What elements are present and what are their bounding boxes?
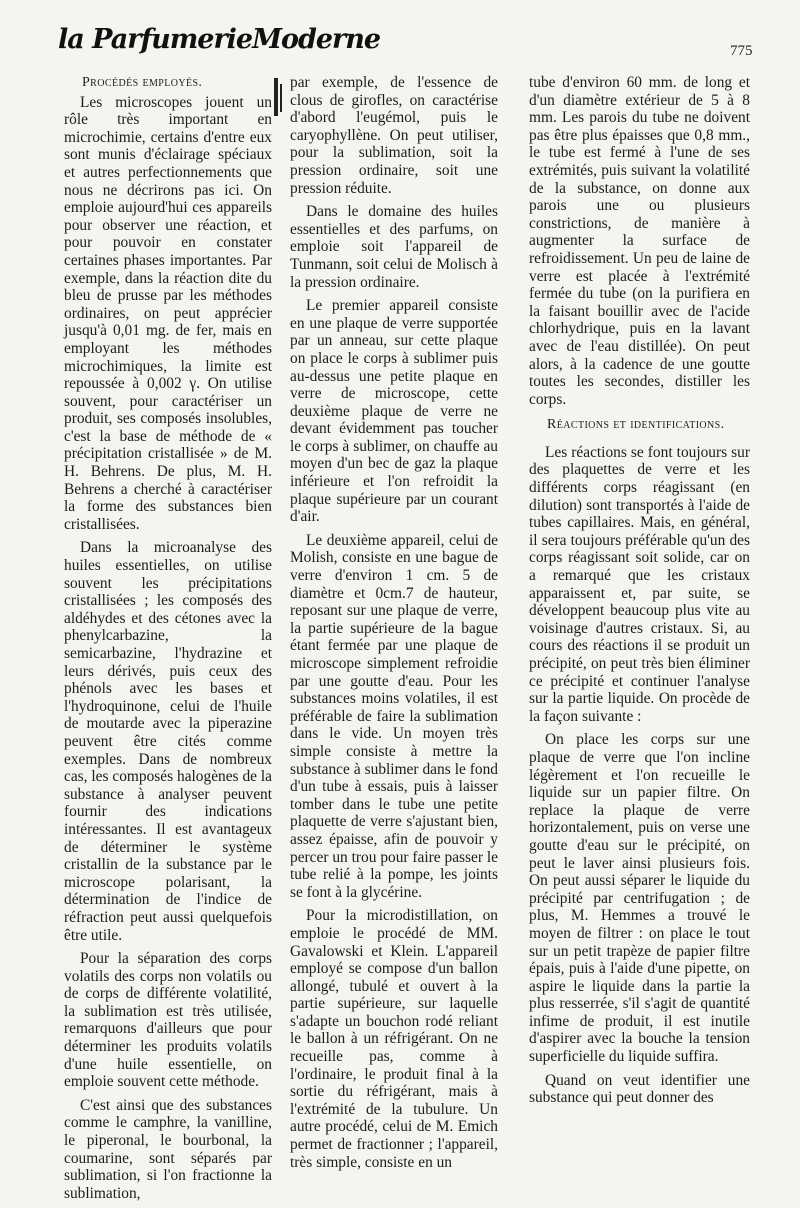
- paragraph-continuation: par exemple, de l'essence de clous de girofles, on caractérise d'abord l'eugémol, puis le caryophyllène. On peut utiliser, pour la sublimation, soit la pression ordinaire, soit une pression réduite.: [290, 74, 498, 197]
- section-heading-reactions: Réactions et identifications.: [547, 417, 725, 433]
- paragraph: Pour la microdistillation, on emploie le procédé de MM. Gavalowski et Klein. L'appareil employé se compose d'un ballon allongé, tubulé et ouvert à la partie supérieure, sur laquelle s'adapte un bouchon rodé reliant le ballon à un réfrigérant. On ne recueille pas, comme à l'ordinaire, le produit final à la sortie du réfrigérant, mais à l'extrémité de la tubulure. Un autre procédé, celui de M. Emich permet de fractionner ; l'appareil, très simple, consiste en un: [290, 907, 498, 1171]
- section-heading-procedes: Procédés employés.: [82, 75, 203, 90]
- gutter-mark: [274, 78, 278, 116]
- text-column-1: [64, 74, 272, 1208]
- text-column-2: [290, 74, 498, 1177]
- page-number: 775: [730, 43, 753, 59]
- paragraph: On place les corps sur une plaque de verre que l'on incline légèrement et l'on recueille le liquide sur un papier filtre. On replace la plaque de verre horizontalement, puis on verse une goutte d'eau sur le précipité, on peut le laver ainsi plusieurs fois. On peut aussi séparer le liquide du précipité par centrifugation ; de plus, M. Hemmes a trouvé le moyen de filtrer : on place le tout sur un petit trapèze de papier filtre épais, puis à l'aide d'une pipette, on aspire le liquide dans la partie la plus resserrée, s'il s'agit de quantité infime de produit, il est inutile d'aspirer avec la bouche la tension superficielle du liquide suffira.: [529, 731, 750, 1066]
- paragraph: Les microscopes jouent un rôle très important en microchimie, certains d'entre eux sont munis d'éclairage spéciaux et autres perfectionnements que nous ne décrirons pas ici. On emploie aujourd'hui ces appareils pour observer une réaction, et pour pouvoir en constater certaines phases importantes. Par exemple, dans la réaction dite du bleu de prusse par les méthodes ordinaires, on peut apprécier jusqu'à 0,01 mg. de fer, mais en employant les méthodes microchimiques, la limite est repoussée à 0,002 γ. On utilise souvent, pour caractériser un produit, ses composés insolubles, c'est la base de méthode de « précipitation cristallisée » de M. H. Behrens. De plus, M. H. Behrens a cherché à caractériser la forme des substances bien cristallisées.: [64, 93, 272, 533]
- paragraph: Pour la séparation des corps volatils des corps non volatils ou de corps de différente volatilité, la sublimation est très utilisée, remarquons d'ailleurs que pour déterminer les produits volatils d'une huile essentielle, on emploie souvent cette méthode.: [64, 950, 272, 1091]
- paragraph: Quand on veut identifier une substance qui peut donner des: [529, 1071, 750, 1107]
- paragraph: Les réactions se font toujours sur des plaquettes de verre et les différents corps réagissant (en dilution) sont transportés à l'aide de tubes capillaires. Mais, en général, il sera toujours préférable qu'un des corps réagissant soit solide, car on a remarqué que les cristaux apparaissent et, par suite, se développent beaucoup plus vite au voisinage d'autres cristaux. Si, au cours des réactions il se produit un précipité, on peut très bien éliminer ce précipité et continuer l'analyse sur la partie liquide. On procède de la façon suivante :: [529, 443, 750, 725]
- text-column-3: [529, 74, 750, 1113]
- paragraph: Dans le domaine des huiles essentielles et des parfums, on emploie soit l'appareil de Tunmann, soit celui de Molisch à la pression ordinaire.: [290, 203, 498, 291]
- paragraph: C'est ainsi que des substances comme le camphre, la vanilline, le piperonal, le bourbonal, la coumarine, sont séparés par sublimation, si l'on fractionne la sublimation,: [64, 1096, 272, 1202]
- paragraph: Le premier appareil consiste en une plaque de verre supportée par un anneau, sur cette plaque on place le corps à sublimer puis au-dessus une petite plaque en verre de microscope, cette deuxième plaque de verre ne devant évidemment pas toucher le corps à sublimer, on chauffe au moyen d'un bec de gaz la plaque inférieure et l'on refroidit la plaque supérieure par un courant d'air.: [290, 297, 498, 526]
- paragraph: Le deuxième appareil, celui de Molish, consiste en une bague de verre d'environ 1 cm. 5 de diamètre et 0cm.7 de hauteur, reposant sur une plaque de verre, la partie supérieure de la bague étant fermée par une plaque de microscope simplement refroidie par une goutte d'eau. Pour les substances moins volatiles, il est préférable de faire la sublimation dans le vide. Un moyen très simple consiste à mettre la substance à sublimer dans le fond d'un tube à essais, puis à laisser tomber dans le tube une petite plaquette de verre s'ajustant bien, assez épaisse, afin de pouvoir y percer un trou pour faire passer le tube relié à la pompe, les joints se font à la glycérine.: [290, 531, 498, 901]
- paragraph: Dans la microanalyse des huiles essentielles, on utilise souvent les précipitations cristallisées ; les composés des aldéhydes et des cétones avec la phenylcarbazine, la semicarbazine, l'hydrazine et leurs dérivés, puis ceux des phénols avec les bases et l'hydroquinone, celui de l'huile de moutarde avec la piperazine peuvent être cités comme exemples. Dans de nombreux cas, les composés halogènes de la substance à analyser peuvent fournir des indications intéressantes. Il est avantageux de déterminer le système cristallin de la substance par le microscope polarisant, la détermination de l'indice de réfraction peut aussi quelquefois être utile.: [64, 539, 272, 944]
- gutter-mark: [280, 84, 282, 112]
- paragraph-continuation: tube d'environ 60 mm. de long et d'un diamètre extérieur de 5 à 8 mm. Les parois du tube ne doivent pas être plus épaisses que 0,8 mm., le tube est fermé à l'une de ses extrémités, puis suivant la volatilité de la substance, on donne aux parois une ou plusieurs constrictions, de manière à augmenter la surface de refroidissement. Un peu de laine de verre est placée à l'extrémité fermée du tube (on la purifiera en la faisant bouillir avec de l'acide chlorhydrique, puis en la lavant avec de l'eau distillée). On peut alors, à la cadence de une goutte toutes les secondes, distiller les corps.: [529, 74, 750, 408]
- journal-masthead: la ParfumerieModerne: [58, 24, 381, 55]
